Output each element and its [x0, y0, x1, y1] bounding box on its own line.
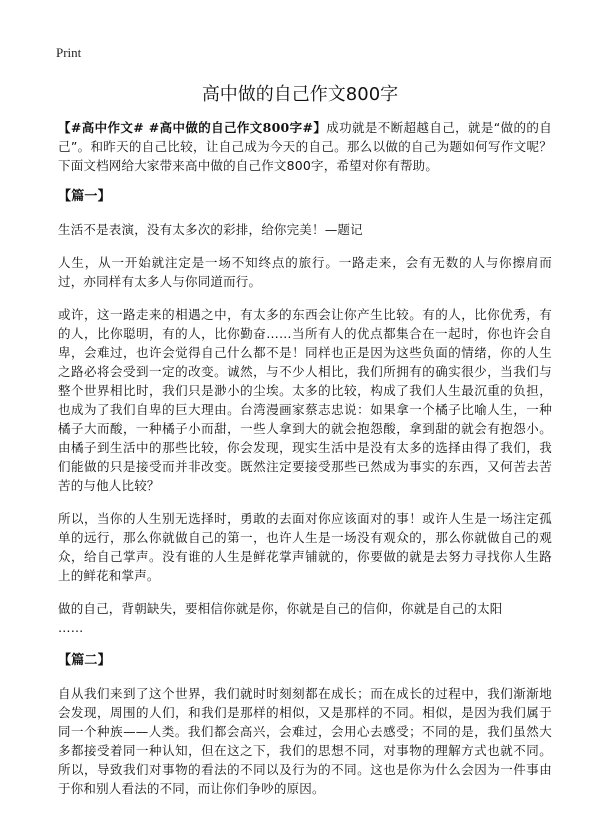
page-title: 高中做的自己作文800字 — [201, 84, 399, 105]
paragraph: 或许，这一路走来的相遇之中，有太多的东西会让你产生比较。有的人，比你优秀，有的人，比你聪明，有的人，比你勤奋……当所有人的优点都集合在一起时，你也许会自卑，会难过，也许会觉得自己什么都不是！同样也正是因为这些负面的情绪，你的人生之路必将会受到一定的改变。诚然，与不少人相比，我们所拥有的确实很少，当我们与整个世界相比时，我们只是渺小的尘埃。太多的比较，构成了我们人生最沉重的负担，也成为了我们自卑的巨大理由。台湾漫画家蔡志忠说：如果拿一个橘子比喻人生，一种橘子大而酸，一种橘子小而甜，一些人拿到大的就会抱怨酸，拿到甜的就会有抱怨小。由橘子到生活中的那些比较，你会发现，现实生活中是没有太多的选择由得了我们，我们能做的只是接受而并非改变。既然注定要接受那些已然成为事实的东西，又何苦去苦苦的与他人比较？ — [58, 307, 552, 493]
intro-paragraph — [58, 118, 552, 175]
paragraph: 生活不是表演，没有太多次的彩排，给你完美！—题记 — [58, 222, 363, 237]
paragraph: 自从我们来到了这个世界，我们就时时刻刻都在成长；而在成长的过程中，我们渐渐地会发现，周围的人们，和我们是那样的相似，又是那样的不同。相似，是因为我们属于同一个种族——人类。我们都会高兴，会难过，会用心去感受；不同的是，我们虽然大多都接受着同一种认知，但在这之下，我们的思想不同，对事物的理解方式也就不同。所以，导致我们对事物的看法的不同以及行为的不同。这也是你为什么会因为一件事由于你和别人看法的不同，而让你们争吵的原因。 — [58, 686, 552, 796]
print-link[interactable]: Print — [56, 45, 82, 60]
intro-text: 成功就是不断超越自己，就是“做的的自己”。和昨天的自己比较，让自己成为今天的自己。那么以做的自己为题如何写作文呢？下面文档网给大家带来高中做的自己作文800字，希望对你有帮助。 — [58, 120, 552, 173]
intro-tag: 【#高中作文# #高中做的自己作文800字#】 — [58, 120, 327, 135]
section-heading-2: 【篇二】 — [58, 653, 111, 668]
article-body — [58, 118, 552, 798]
section-heading-1: 【篇一】 — [58, 189, 111, 204]
paragraph: 所以，当你的人生别无选择时，勇敢的去面对你应该面对的事！或许人生是一场注定孤单的远行，那么你就做自己的第一，也许人生是一场没有观众的，那么你就做自己的观众，给自己掌声。没有谁的人生是鲜花掌声铺就的，你要做的就是去努力寻找你人生路上的鲜花和掌声。 — [58, 511, 552, 583]
paragraph: 做的自己，背朝缺失，要相信你就是你，你就是自己的信仰，你就是自己的太阳 — [58, 601, 503, 616]
paragraph: 人生，从一开始就注定是一场不知终点的旅行。一路走来，会有无数的人与你擦肩而过，亦同样有太多人与你同道而行。 — [58, 255, 552, 289]
ellipsis-line: …… — [58, 620, 84, 635]
